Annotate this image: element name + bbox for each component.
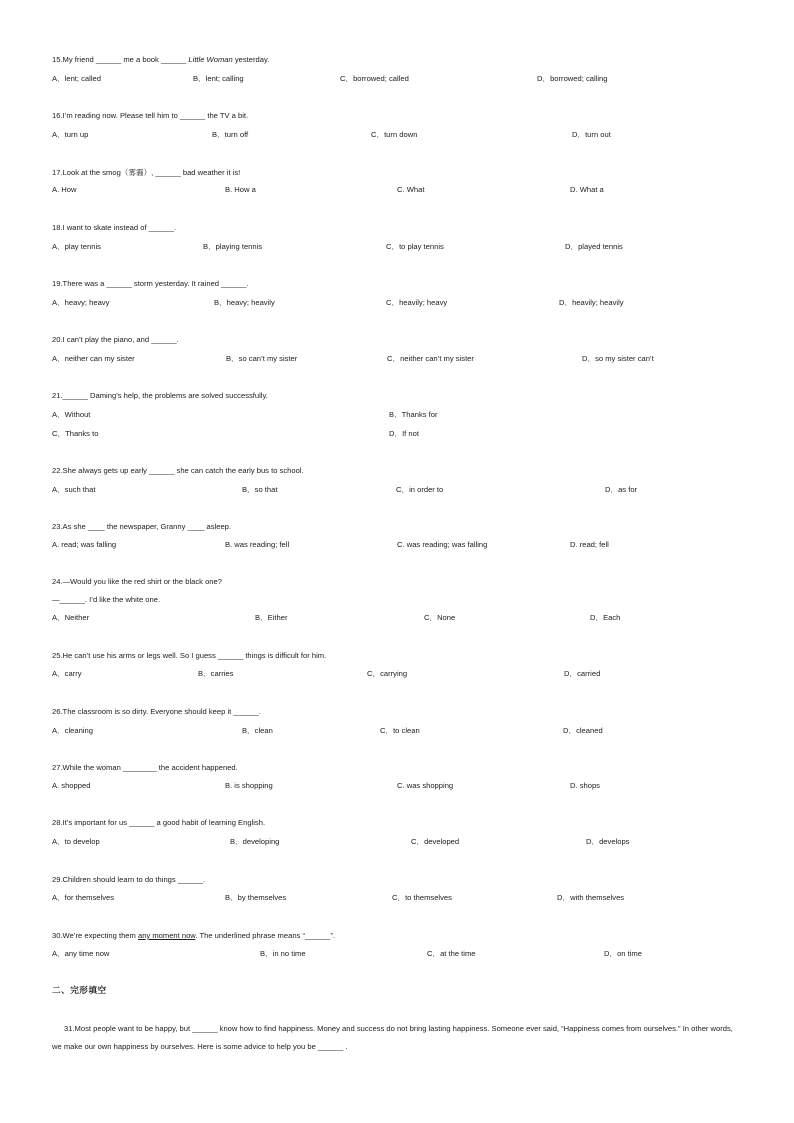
cloze-paragraph-text: 31.Most people want to be happy, but ______ know how to find happiness. Money and success do not bring lasting happiness. Someone ever said, “Happiness comes from ourselves.” In other words, we make our own happiness by ourselves. Here is some advice to help you be ______ . bbox=[52, 1024, 733, 1051]
option-d[interactable]: D．turn out bbox=[572, 130, 611, 139]
question-28-stem: 28.It’s important for us ______ a good habit of learning English. bbox=[52, 818, 266, 827]
option-d[interactable]: D. shops bbox=[570, 781, 600, 790]
option-a[interactable]: A. shopped bbox=[52, 781, 91, 790]
question-19-stem: 19.There was a ______ storm yesterday. It rained ______. bbox=[52, 279, 249, 288]
option-a[interactable]: A．for themselves bbox=[52, 893, 115, 902]
question-30-stem: 30.We’re expecting them any moment now. The underlined phrase means “______”. bbox=[52, 931, 335, 940]
question-22-stem: 22.She always gets up early ______ she can catch the early bus to school. bbox=[52, 466, 304, 475]
option-b[interactable]: B．turn off bbox=[212, 130, 249, 139]
question-24-reply: —______. I’d like the white one. bbox=[52, 595, 161, 604]
question-27-stem: 27.While the woman ________ the accident happened. bbox=[52, 763, 238, 772]
question-17-stem: 17.Look at the smog（雾霾）, ______ bad weather it is! bbox=[52, 168, 241, 177]
option-b[interactable]: B．carries bbox=[198, 669, 234, 678]
option-c[interactable]: C．in order to bbox=[396, 485, 444, 494]
option-b[interactable]: B．so that bbox=[242, 485, 278, 494]
option-a[interactable]: A．play tennis bbox=[52, 242, 101, 251]
option-c[interactable]: C．turn down bbox=[371, 130, 418, 139]
option-a[interactable]: A. How bbox=[52, 185, 77, 194]
book-title: Little Woman bbox=[188, 55, 233, 64]
option-c[interactable]: C．carrying bbox=[367, 669, 408, 678]
option-c[interactable]: C．to clean bbox=[380, 726, 420, 735]
option-d[interactable]: D. read; fell bbox=[570, 540, 609, 549]
option-a[interactable]: A．cleaning bbox=[52, 726, 93, 735]
question-21-stem: 21.______ Daming’s help, the problems are solved successfully. bbox=[52, 391, 268, 400]
option-a[interactable]: A．turn up bbox=[52, 130, 89, 139]
option-d[interactable]: D．played tennis bbox=[565, 242, 623, 251]
option-d[interactable]: D．Each bbox=[590, 613, 621, 622]
question-24-stem: 24.—Would you like the red shirt or the black one? bbox=[52, 577, 222, 586]
option-d[interactable]: D．develops bbox=[586, 837, 630, 846]
underlined-phrase: any moment now bbox=[137, 931, 196, 940]
option-c[interactable]: C. was shopping bbox=[397, 781, 454, 790]
option-b[interactable]: B．in no time bbox=[260, 949, 306, 958]
option-c[interactable]: C．at the time bbox=[427, 949, 476, 958]
option-b[interactable]: B．Thanks for bbox=[389, 410, 438, 419]
option-d[interactable]: D．carried bbox=[564, 669, 601, 678]
option-d[interactable]: D．so my sister can’t bbox=[582, 354, 654, 363]
option-b[interactable]: B. was reading; fell bbox=[225, 540, 290, 549]
option-a[interactable]: A．Neither bbox=[52, 613, 90, 622]
question-23-stem: 23.As she ____ the newspaper, Granny ____ asleep. bbox=[52, 522, 232, 531]
option-c[interactable]: C．Thanks to bbox=[52, 429, 99, 438]
option-c[interactable]: C．developed bbox=[411, 837, 460, 846]
option-b[interactable]: B. is shopping bbox=[225, 781, 273, 790]
option-b[interactable]: B．so can’t my sister bbox=[226, 354, 298, 363]
option-b[interactable]: B．playing tennis bbox=[203, 242, 263, 251]
option-a[interactable]: A．heavy; heavy bbox=[52, 298, 110, 307]
option-d[interactable]: D．with themselves bbox=[557, 893, 625, 902]
option-b[interactable]: B. How a bbox=[225, 185, 256, 194]
question-25-stem: 25.He can’t use his arms or legs well. So I guess ______ things is difficult for him. bbox=[52, 651, 327, 660]
option-b[interactable]: B．Either bbox=[255, 613, 288, 622]
section-heading: 二、完形填空 bbox=[52, 986, 107, 996]
question-26-stem: 26.The classroom is so dirty. Everyone should keep it ______. bbox=[52, 707, 261, 716]
option-b[interactable]: B．lent; calling bbox=[193, 74, 244, 83]
option-d[interactable]: D．borrowed; calling bbox=[537, 74, 608, 83]
option-d[interactable]: D．on time bbox=[604, 949, 642, 958]
cloze-paragraph bbox=[52, 1020, 744, 1056]
question-15-stem: 15.My friend ______ me a book ______ Little Woman yesterday. bbox=[52, 55, 270, 64]
option-c[interactable]: C. was reading; was falling bbox=[397, 540, 488, 549]
option-a[interactable]: A．lent; called bbox=[52, 74, 101, 83]
option-b[interactable]: B．by themselves bbox=[225, 893, 287, 902]
option-b[interactable]: B．clean bbox=[242, 726, 273, 735]
question-16-stem: 16.I’m reading now. Please tell him to ______ the TV a bit. bbox=[52, 111, 249, 120]
option-d[interactable]: D. What a bbox=[570, 185, 604, 194]
question-20-stem: 20.I can’t play the piano, and ______. bbox=[52, 335, 179, 344]
option-b[interactable]: B．developing bbox=[230, 837, 280, 846]
question-29-stem: 29.Children should learn to do things ______. bbox=[52, 875, 206, 884]
option-d[interactable]: D．cleaned bbox=[563, 726, 603, 735]
option-c[interactable]: C. What bbox=[397, 185, 425, 194]
option-a[interactable]: A．neither can my sister bbox=[52, 354, 135, 363]
question-18-stem: 18.I want to skate instead of ______. bbox=[52, 223, 177, 232]
option-a[interactable]: A．any time now bbox=[52, 949, 110, 958]
option-c[interactable]: C．to themselves bbox=[392, 893, 452, 902]
option-c[interactable]: C．borrowed; called bbox=[340, 74, 409, 83]
option-a[interactable]: A. read; was falling bbox=[52, 540, 117, 549]
option-a[interactable]: A．carry bbox=[52, 669, 82, 678]
option-a[interactable]: A．to develop bbox=[52, 837, 100, 846]
option-d[interactable]: D．If not bbox=[389, 429, 419, 438]
option-a[interactable]: A．Without bbox=[52, 410, 91, 419]
option-c[interactable]: C．neither can’t my sister bbox=[387, 354, 474, 363]
option-a[interactable]: A．such that bbox=[52, 485, 96, 494]
option-d[interactable]: D．heavily; heavily bbox=[559, 298, 624, 307]
option-c[interactable]: C．None bbox=[424, 613, 456, 622]
option-d[interactable]: D．as for bbox=[605, 485, 638, 494]
option-b[interactable]: B．heavy; heavily bbox=[214, 298, 275, 307]
option-c[interactable]: C．heavily; heavy bbox=[386, 298, 448, 307]
option-c[interactable]: C．to play tennis bbox=[386, 242, 444, 251]
